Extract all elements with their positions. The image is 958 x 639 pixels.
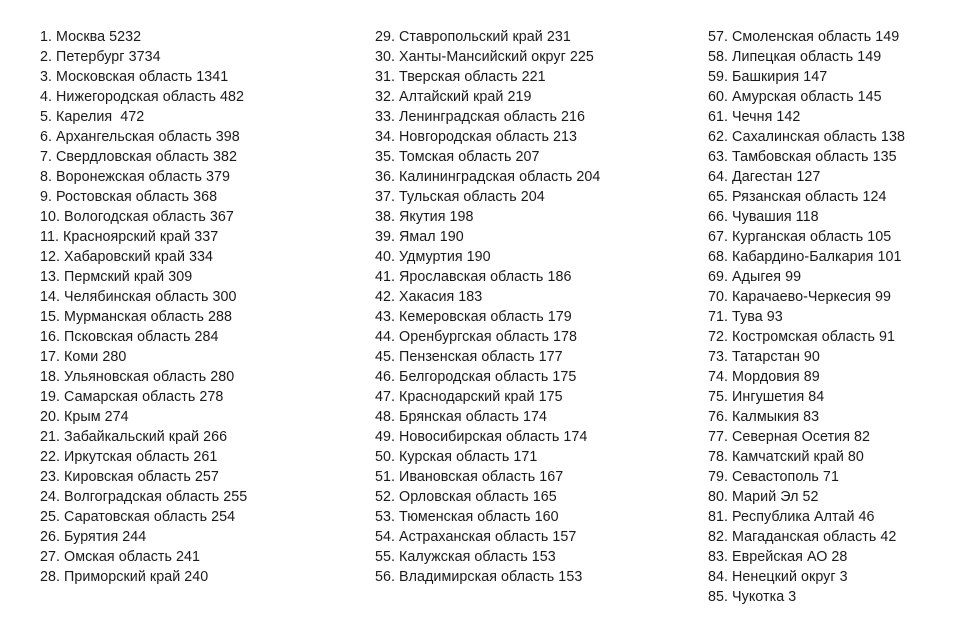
- list-item: 12. Хабаровский край 334: [40, 249, 213, 265]
- list-item: 27. Омская область 241: [40, 549, 201, 565]
- list-item: 45. Пензенская область 177: [375, 349, 563, 365]
- list-item: 73. Татарстан 90: [708, 349, 820, 365]
- list-item: 67. Курганская область 105: [708, 229, 892, 245]
- list-item: 74. Мордовия 89: [708, 369, 820, 385]
- list-item: 70. Карачаево-Черкесия 99: [708, 289, 892, 305]
- list-item: 83. Еврейская АО 28: [708, 549, 848, 565]
- list-item: 61. Чечня 142: [708, 109, 801, 125]
- list-item: 38. Якутия 198: [375, 209, 474, 225]
- list-item: 53. Тюменская область 160: [375, 509, 559, 525]
- list-item: 42. Хакасия 183: [375, 289, 483, 305]
- list-item: 16. Псковская область 284: [40, 329, 219, 345]
- list-item: 52. Орловская область 165: [375, 489, 557, 505]
- list-item: 25. Саратовская область 254: [40, 509, 236, 525]
- list-item: 40. Удмуртия 190: [375, 249, 491, 265]
- list-item: 10. Вологодская область 367: [40, 209, 234, 225]
- list-item: 79. Севастополь 71: [708, 469, 839, 485]
- list-item: 9. Ростовская область 368: [40, 189, 218, 205]
- list-item: 37. Тульская область 204: [375, 189, 545, 205]
- list-item: 76. Калмыкия 83: [708, 409, 820, 425]
- list-item: 54. Астраханская область 157: [375, 529, 577, 545]
- list-item: 30. Ханты-Мансийский округ 225: [375, 49, 594, 65]
- list-item: 56. Владимирская область 153: [375, 569, 583, 585]
- list-item: 63. Тамбовская область 135: [708, 149, 897, 165]
- list-item: 39. Ямал 190: [375, 229, 464, 245]
- list-item: 82. Магаданская область 42: [708, 529, 897, 545]
- list-item: 58. Липецкая область 149: [708, 49, 882, 65]
- list-item: 77. Северная Осетия 82: [708, 429, 871, 445]
- list-item: 11. Красноярский край 337: [40, 229, 219, 245]
- list-item: 34. Новгородская область 213: [375, 129, 578, 145]
- list-item: 78. Камчатский край 80: [708, 449, 864, 465]
- list-item: 20. Крым 274: [40, 409, 129, 425]
- list-item: 50. Курская область 171: [375, 449, 538, 465]
- list-column-3: [708, 27, 948, 607]
- list-column-2: [375, 27, 695, 587]
- list-item: 19. Самарская область 278: [40, 389, 224, 405]
- list-item: 26. Бурятия 244: [40, 529, 147, 545]
- list-item: 62. Сахалинская область 138: [708, 129, 905, 145]
- list-item: 28. Приморский край 240: [40, 569, 209, 585]
- list-item: 43. Кемеровская область 179: [375, 309, 572, 325]
- list-item: 71. Тува 93: [708, 309, 783, 325]
- list-item: 66. Чувашия 118: [708, 209, 819, 225]
- list-item: 21. Забайкальский край 266: [40, 429, 228, 445]
- list-item: 33. Ленинградская область 216: [375, 109, 586, 125]
- list-item: 85. Чукотка 3: [708, 589, 797, 605]
- list-item: 6. Архангельская область 398: [40, 129, 240, 145]
- list-item: 68. Кабардино-Балкария 101: [708, 249, 902, 265]
- list-item: 14. Челябинская область 300: [40, 289, 237, 305]
- list-item: 49. Новосибирская область 174: [375, 429, 588, 445]
- list-item: 31. Тверская область 221: [375, 69, 546, 85]
- list-item: 57. Смоленская область 149: [708, 29, 900, 45]
- list-item: 60. Амурская область 145: [708, 89, 882, 105]
- list-item: 7. Свердловская область 382: [40, 149, 237, 165]
- list-item: 59. Башкирия 147: [708, 69, 828, 85]
- list-item: 13. Пермский край 309: [40, 269, 193, 285]
- list-item: 51. Ивановская область 167: [375, 469, 564, 485]
- list-item: 48. Брянская область 174: [375, 409, 548, 425]
- list-item: 15. Мурманская область 288: [40, 309, 232, 325]
- list-item: 8. Воронежская область 379: [40, 169, 230, 185]
- list-item: 2. Петербург 3734: [40, 49, 161, 65]
- list-item: 22. Иркутская область 261: [40, 449, 218, 465]
- list-item: 69. Адыгея 99: [708, 269, 802, 285]
- list-item: 44. Оренбургская область 178: [375, 329, 578, 345]
- list-item: 3. Московская область 1341: [40, 69, 229, 85]
- list-item: 35. Томская область 207: [375, 149, 540, 165]
- list-item: 5. Карелия 472: [40, 109, 145, 125]
- list-item: 55. Калужская область 153: [375, 549, 556, 565]
- list-column-1: [40, 27, 360, 587]
- list-item: 29. Ставропольский край 231: [375, 29, 571, 45]
- list-item: 1. Москва 5232: [40, 29, 142, 45]
- list-item: 18. Ульяновская область 280: [40, 369, 235, 385]
- list-item: 36. Калининградская область 204: [375, 169, 601, 185]
- list-item: 46. Белгородская область 175: [375, 369, 577, 385]
- list-item: 81. Республика Алтай 46: [708, 509, 875, 525]
- list-item: 75. Ингушетия 84: [708, 389, 825, 405]
- list-item: 23. Кировская область 257: [40, 469, 219, 485]
- list-item: 64. Дагестан 127: [708, 169, 821, 185]
- list-item: 41. Ярославская область 186: [375, 269, 572, 285]
- list-item: 17. Коми 280: [40, 349, 127, 365]
- list-item: 47. Краснодарский край 175: [375, 389, 563, 405]
- list-item: 72. Костромская область 91: [708, 329, 896, 345]
- list-item: 65. Рязанская область 124: [708, 189, 887, 205]
- list-item: 24. Волгоградская область 255: [40, 489, 248, 505]
- list-item: 80. Марий Эл 52: [708, 489, 819, 505]
- list-item: 32. Алтайский край 219: [375, 89, 532, 105]
- list-item: 4. Нижегородская область 482: [40, 89, 245, 105]
- list-item: 84. Ненецкий округ 3: [708, 569, 848, 585]
